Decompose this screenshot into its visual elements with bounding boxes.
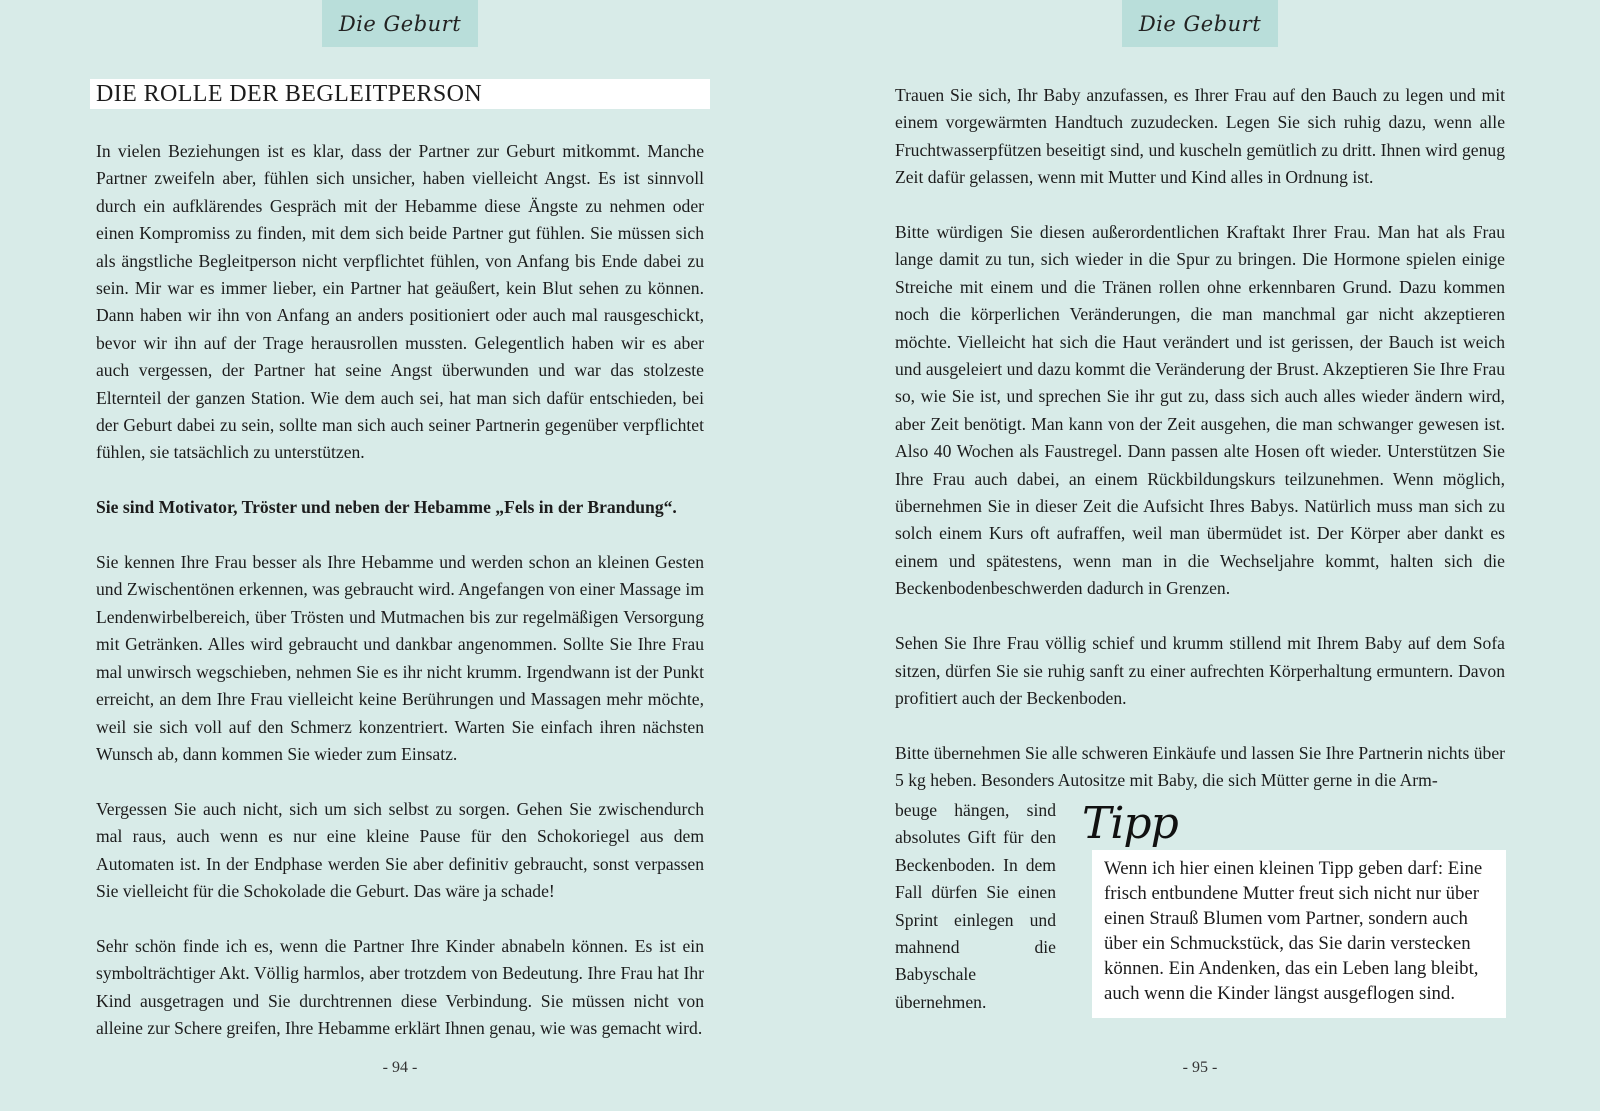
page-number-left: - 94 - <box>382 1059 418 1076</box>
paragraph: Bitte würdigen Sie diesen außerordentlichen Kraftakt Ihrer Frau. Man hat als Frau lange damit zu tun, sich wieder in die Spur zu bringen. Die Hormone spielen einige Streiche mit einem und die Tränen rollen ohne erkennbaren Grund. Dazu kommen noch die körperlichen Veränderungen, die man manchmal gar nicht akzeptieren möchte. Vielleicht hat sich die Haut verändert und ist gerissen, der Bauch ist weich und ausgeleiert und dazu kommt die Veränderung der Brust. Akzeptieren Sie Ihre Frau so, wie Sie ist, und sprechen Sie ihr gut zu, dass sich auch alles wieder ändern wird, aber Zeit benötigt. Man kann von der Zeit ausgehen, die man schwanger gewesen ist. Also 40 Wochen als Faustregel. Dann passen alte Hosen oft wieder. Unterstützen Sie Ihre Frau auch dabei, an einem Rückbildungskurs teilzunehmen. Wenn möglich, übernehmen Sie in dieser Zeit die Aufsicht Ihres Babys. Natürlich muss man sich zu solch einem Kurs oft aufraffen, weil man übermüdet ist. Der Körper aber dankt es einem und spätestens, wenn man in die Wechseljahre kommt, halten sich die Beckenbodenbeschwerden dadurch in Grenzen. <box>895 222 1505 599</box>
paragraph: Bitte übernehmen Sie alle schweren Einkäufe und lassen Sie Ihre Partnerin nichts über 5 kg heben. Besonders Autositze mit Baby, die sich Mütter gerne in die Arm- <box>895 742 1505 791</box>
paragraph: Trauen Sie sich, Ihr Baby anzufassen, es Ihrer Frau auf den Bauch zu legen und mit einem vorgewärmten Handtuch zuzudecken. Legen Sie sich ruhig dazu, wenn alle Fruchtwasserpfützen beseitigt sind, und kuscheln gemütlich zu dritt. Ihnen wird genug Zeit dafür gelassen, wenn mit Mutter und Kind alles in Ordnung ist. <box>895 85 1505 188</box>
section-title: DIE ROLLE DER BEGLEITPERSON <box>90 79 710 109</box>
tipp-box: Wenn ich hier einen kleinen Tipp geben darf: Eine frisch entbundene Mutter freut sich nicht nur über einen Strauß Blumen vom Partner, sondern auch über ein Schmuckstück, das Sie darin verstecken können. Ein Andenken, das ein Leben lang bleibt, auch wenn die Kinder längst ausgeflogen sind. <box>1092 850 1506 1018</box>
paragraph: Vergessen Sie auch nicht, sich um sich selbst zu sorgen. Gehen Sie zwischendurch mal raus, auch wenn es nur eine kleine Pause für den Schokoriegel aus dem Automaten ist. In der Endphase werden Sie aber definitiv gebraucht, sonst verpassen Sie vielleicht für die Schokolade die Geburt. Das wäre ja schade! <box>96 798 704 901</box>
page-number-right: - 95 - <box>1182 1059 1218 1076</box>
running-head-right: Die Geburt <box>1122 0 1278 47</box>
running-head-left: Die Geburt <box>322 0 478 47</box>
paragraph: Sie kennen Ihre Frau besser als Ihre Hebamme und werden schon an kleinen Gesten und Zwischentönen erkennen, was gebraucht wird. Angefangen von einer Massage im Lendenwirbelbereich, über Trösten und Mutmachen bis zur regelmäßigen Versorgung mit Getränken. Alles wird gebraucht und dankbar angenommen. Sollte Sie Ihre Frau mal unwirsch wegschieben, nehmen Sie es ihr nicht krumm. Irgendwann ist der Punkt erreicht, an dem Ihre Frau vielleicht keine Berührungen und Massagen mehr möchte, weil sie sich voll auf den Schmerz konzentriert. Warten Sie einfach ihren nächsten Wunsch ab, dann kommen Sie wieder zum Einsatz. <box>96 552 704 764</box>
paragraph: In vielen Beziehungen ist es klar, dass der Partner zur Geburt mitkommt. Manche Partner zweifeln aber, fühlen sich unsicher, haben vielleicht Angst. Es ist sinnvoll durch ein aufklärendes Gespräch mit der Hebamme diese Ängste zu nehmen oder einen Kompromiss zu finden, mit dem sich beide Partner gut fühlen. Sie müssen sich als ängstliche Begleitperson nicht verpflichtet fühlen, von Anfang bis Ende dabei zu sein. Mir war es immer lieber, ein Partner hat geäußert, kein Blut sehen zu können. Dann haben wir ihn von Anfang an anders positioniert oder auch mal rausgeschickt, bevor wir ihn auf der Trage herausrollen mussten. Gelegentlich haben wir es aber auch vergessen, der Partner hat seine Angst überwunden und war das stolzeste Elternteil der ganzen Station. Wie dem auch sei, hat man sich dafür entschieden, bei der Geburt dabei zu sein, sollte man sich auch seiner Partnerin gegenüber verpflichtet fühlen, sie tatsächlich zu unterstützen. <box>96 141 704 463</box>
right-page <box>800 0 1600 1111</box>
tipp-heading: Tipp <box>1082 798 1178 849</box>
paragraph: Sehr schön finde ich es, wenn die Partner Ihre Kinder abnabeln können. Es ist ein symbolträchtiger Akt. Völlig harmlos, aber trotzdem von Bedeutung. Ihre Frau hat Ihr Kind ausgetragen und Sie durchtrennen diese Verbindung. Sie müssen nicht von alleine zur Schere greifen, Ihre Hebamme erklärt Ihnen genau, wie was gemacht wird. <box>96 935 704 1038</box>
left-body-text <box>96 138 704 1070</box>
right-body-text <box>895 82 1505 795</box>
paragraph: Sehen Sie Ihre Frau völlig schief und krumm stillend mit Ihrem Baby auf dem Sofa sitzen, dürfen Sie sie ruhig sanft zu einer aufrechten Körperhaltung ermuntern. Davon profitiert auch der Beckenboden. <box>895 633 1505 708</box>
bold-statement: Sie sind Motivator, Tröster und neben der Hebamme „Fels in der Brandung“. <box>96 497 677 518</box>
wrap-text: beuge hängen, sind absolutes Gift für den Beckenboden. In dem Fall dürfen Sie einen Sprint einlegen und mahnend die Babyschale übernehmen. <box>895 800 1056 1012</box>
